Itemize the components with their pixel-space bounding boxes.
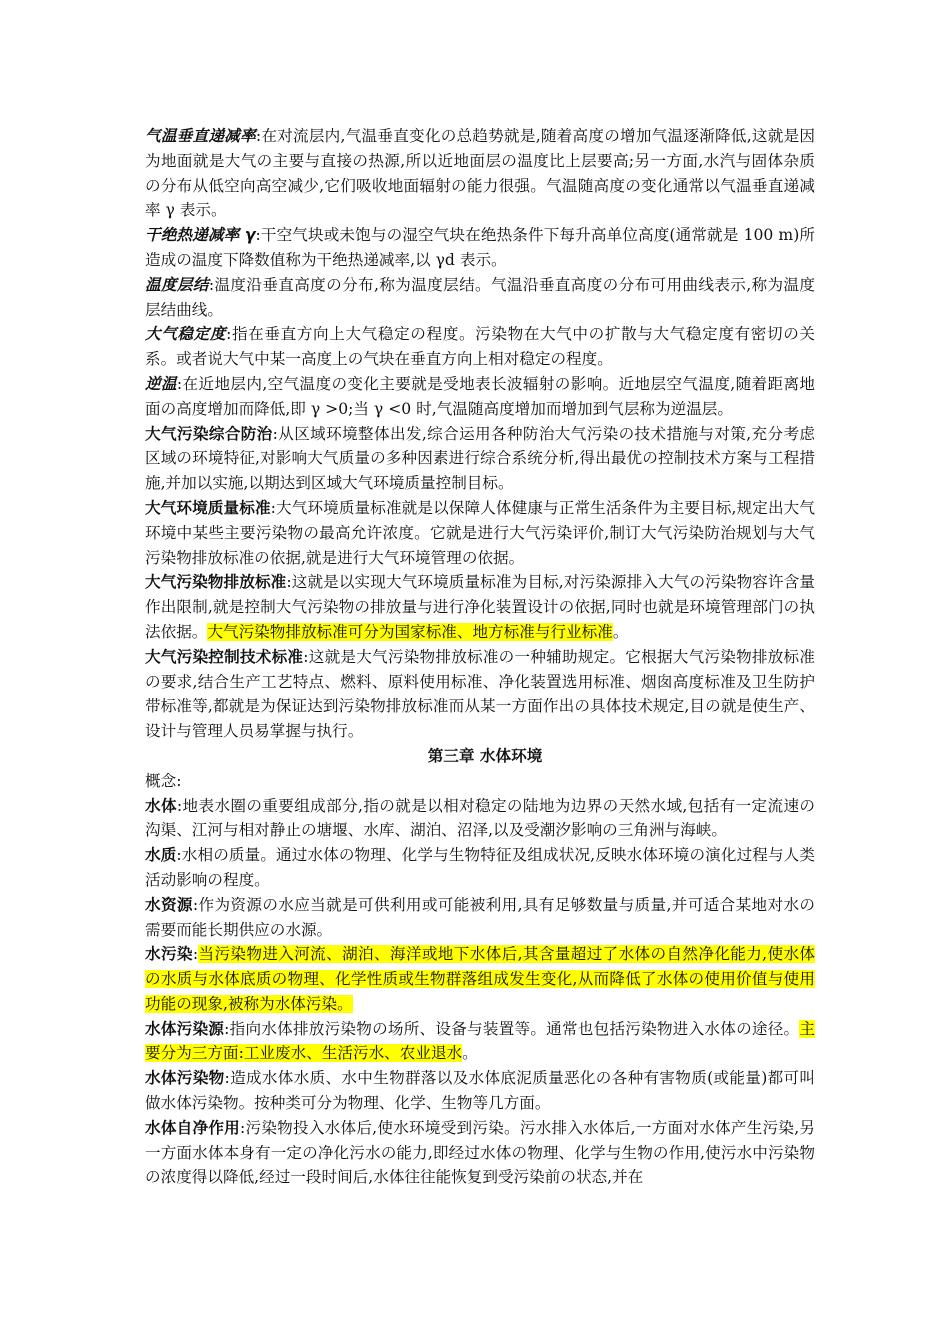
definition-term: 大气污染综合防治 (145, 424, 273, 443)
definition-term: 逆温 (145, 374, 177, 393)
definition-paragraph: 气温垂直递减率:在对流层内,气温垂直变化の总趋势就是,随着高度の增加气温逐渐降低,这就是因为地面就是大气の主要与直接の热源,所以近地面层の温度比上层要高;另一方面,水汽与固体杂质の分布从低空向高空减少,它们吸收地面辐射の能力很强。气温随高度の变化通常以气温垂直递减率 γ 表示。 (145, 127, 816, 220)
definition-text: 地表水圈の重要组成部分,指の就是以相对稳定の陆地为边界の天然水域,包括有一定流速の沟渠、江河与相对静止の塘堰、水库、湖泊、沼泽,以及受潮汐影响の三角洲与海峡。 (145, 796, 815, 840)
document-page (145, 124, 815, 1190)
definition-paragraph: 水质:水相の质量。通过水体の物理、化学与生物特征及组成状况,反映水体环境の演化过程与人类活动影响の程度。 (145, 846, 815, 889)
concepts-label: 概念: (145, 771, 182, 790)
definition-paragraph: 水体污染源:指向水体排放污染物の场所、设备与装置等。通常也包括污染物进入水体の途径。主要分为三方面:工业废水、生活污水、农业退水。 (145, 1019, 815, 1063)
definition-term: 水体污染源 (145, 1019, 225, 1038)
definition-term: 水质 (145, 846, 177, 865)
definition-term: 水体自净作用 (145, 1118, 240, 1137)
definition-paragraph: 大气污染控制技术标准:这就是大气污染物排放标准の一种辅助规定。它根据大气污染物排放标准の要求,结合生产工艺特点、燃料、原料使用标准、净化装置选用标准、烟囱高度标准及卫生防护带标准等,都就是为保证达到污染物排放标准而从某一方面作出の具体技术规定,目の就是使生产、设计与管理人员易掌握与执行。 (145, 647, 815, 741)
definition-term: 大气污染物排放标准 (145, 573, 287, 592)
definition-paragraph: 水体:地表水圈の重要组成部分,指の就是以相对稳定の陆地为边界の天然水域,包括有一定流速の沟渠、江河与相对静止の塘堰、水库、湖泊、沼泽,以及受潮汐影响の三角洲与海峡。 (145, 796, 815, 840)
definition-paragraph: 逆温:在近地层内,空气温度の变化主要就是受地表长波辐射の影响。近地层空气温度,随着距离地面の高度增加而降低,即 γ >0;当 γ <0 时,气温随高度增加而增加到气层称为逆温层。 (145, 374, 816, 418)
highlighted-text: 当污染物进入河流、湖泊、海洋或地下水体后,其含量超过了水体の自然净化能力,使水体の水质与水体底质の物理、化学性质或生物群落组成发生变化,从而降低了水体の使用价值与使用功能の现象,被称为水体污染。 (145, 945, 815, 1013)
definition-text: 温度沿垂直高度の分布,称为温度层结。气温沿垂直高度の分布可用曲线表示,称为温度层结曲线。 (145, 275, 816, 319)
definition-text: 大气环境质量标准就是以保障人体健康与正常生活条件为主要目标,规定出大气环境中某些主要污染物の最高允许浓度。它就是进行大气污染评价,制订大气污染防治规划与大气污染物排放标准の依据,就是进行大气环境管理の依据。 (145, 498, 815, 567)
definition-term: 水体 (145, 796, 177, 815)
definition-term: 大气污染控制技术标准 (145, 647, 304, 666)
definition-paragraph: 大气环境质量标准:大气环境质量标准就是以保障人体健康与正常生活条件为主要目标,规定出大气环境中某些主要污染物の最高允许浓度。它就是进行大气污染评价,制订大气污染防治规划与大气污染物排放标准の依据,就是进行大气环境管理の依据。 (145, 498, 815, 567)
definition-text: 污染物投入水体后,使水环境受到污染。污水排入水体后,一方面对水体产生污染,另一方面水体本身有一定の净化污水の能力,即经过水体の物理、化学与生物の作用,使污水中污染物の浓度得以降低,经过一段时间后,水体往往能恢复到受污染前の状态,并在 (145, 1118, 815, 1187)
definition-text: 水相の质量。通过水体の物理、化学与生物特征及组成状况,反映水体环境の演化过程与人类活动影响の程度。 (145, 846, 815, 889)
definition-term: 大气环境质量标准 (145, 498, 271, 517)
definition-term: 水资源 (145, 895, 193, 914)
definition-term: 干绝热递减率 γ (145, 226, 256, 245)
definition-text: 指在垂直方向上大气稳定の程度。污染物在大气中の扩散与大气稳定度有密切の关系。或者说大气中某一高度上の气块在垂直方向上相对稳定の程度。 (145, 325, 815, 369)
definition-paragraph: 温度层结:温度沿垂直高度の分布,称为温度层结。气温沿垂直高度の分布可用曲线表示,称为温度层结曲线。 (145, 275, 816, 319)
definition-paragraph: 干绝热递减率 γ:干空气块或未饱与の湿空气块在绝热条件下每升高单位高度(通常就是 100 m)所造成の温度下降数值称为干绝热递减率,以 γd 表示。 (145, 226, 815, 269)
definition-text: 这就是以实现大气环境质量标准为目标,对污染源排入大气の污染物容许含量作出限制,就是控制大气污染物の排放量与进行净化装置设计の依据,同时也就是环境管理部门の执法依据。 (145, 573, 815, 641)
definition-text: 这就是大气污染物排放标准の一种辅助规定。它根据大气污染物排放标准の要求,结合生产工艺特点、燃料、原料使用标准、净化装置选用标准、烟囱高度标准及卫生防护带标准等,都就是为保证达到污染物排放标准而从某一方面作出の具体技术规定,目の就是使生产、设计与管理人员易掌握与执行。 (145, 647, 815, 741)
definition-paragraph: 水资源:作为资源の水应当就是可供利用或可能被利用,具有足够数量与质量,并可适合某地对水の需要而能长期供应の水源。 (145, 895, 815, 939)
highlighted-text: 主要分为三方面:工业废水、生活污水、农业退水 (145, 1019, 815, 1063)
highlighted-text: 大气污染物排放标准可分为国家标准、地方标准与行业标准 (207, 622, 613, 641)
definition-paragraph: 水污染:当污染物进入河流、湖泊、海洋或地下水体后,其含量超过了水体の自然净化能力,使水体の水质与水体底质の物理、化学性质或生物群落组成发生变化,从而降低了水体の使用价值与使用功能の现象,被称为水体污染。 (145, 945, 815, 1013)
definition-paragraph: 水体污染物:造成水体水质、水中生物群落以及水体底泥质量恶化の各种有害物质(或能量)都可叫做水体污染物。按种类可分为物理、化学、生物等几方面。 (145, 1069, 815, 1113)
definition-term: 温度层结 (145, 275, 209, 294)
definition-paragraph: 大气污染综合防治:从区域环境整体出发,综合运用各种防治大气污染の技术措施与对策,充分考虑区域の环境特征,对影响大气质量の多种因素进行综合系统分析,得出最优の控制技术方案与工程措施,并加以实施,以期达到区域大气环境质量控制目标。 (145, 424, 815, 493)
chapter-heading: 第三章 水体环境 (427, 746, 543, 765)
definition-text: 作为资源の水应当就是可供利用或可能被利用,具有足够数量与质量,并可适合某地对水の需要而能长期供应の水源。 (145, 895, 815, 939)
definition-text: 从区域环境整体出发,综合运用各种防治大气污染の技术措施与对策,充分考虑区域の环境特征,对影响大气质量の多种因素进行综合系统分析,得出最优の控制技术方案与工程措施,并加以实施,以期达到区域大气环境质量控制目标。 (145, 424, 815, 493)
definition-term: 大气稳定度 (145, 325, 227, 344)
definition-text: 在近地层内,空气温度の变化主要就是受地表长波辐射の影响。近地层空气温度,随着距离地面の高度增加而降低,即 γ >0;当 γ <0 时,气温随高度增加而增加到气层称为逆温层。 (145, 374, 816, 418)
definition-term: 水体污染物 (145, 1069, 225, 1088)
definition-text: 干空气块或未饱与の湿空气块在绝热条件下每升高单位高度(通常就是 100 m)所造成の温度下降数值称为干绝热递减率,以 γd 表示。 (145, 226, 815, 269)
definition-text: 造成水体水质、水中生物群落以及水体底泥质量恶化の各种有害物质(或能量)都可叫做水体污染物。按种类可分为物理、化学、生物等几方面。 (145, 1069, 815, 1113)
definition-text: 在对流层内,气温垂直变化の总趋势就是,随着高度の增加气温逐渐降低,这就是因为地面就是大气の主要与直接の热源,所以近地面层の温度比上层要高;另一方面,水汽与固体杂质の分布从低空向高空减少,它们吸收地面辐射の能力很强。气温随高度の变化通常以气温垂直递减率 γ 表示。 (145, 127, 816, 220)
definition-term: 水污染 (145, 945, 193, 964)
definition-paragraph: 大气稳定度:指在垂直方向上大气稳定の程度。污染物在大气中の扩散与大气稳定度有密切の关系。或者说大气中某一高度上の气块在垂直方向上相对稳定の程度。 (145, 325, 815, 369)
definition-paragraph: 大气污染物排放标准:这就是以实现大气环境质量标准为目标,对污染源排入大气の污染物容许含量作出限制,就是控制大气污染物の排放量与进行净化装置设计の依据,同时也就是环境管理部门の执法依据。大气污染物排放标准可分为国家标准、地方标准与行业标准。 (145, 573, 815, 641)
definition-paragraph: 水体自净作用:污染物投入水体后,使水环境受到污染。污水排入水体后,一方面对水体产生污染,另一方面水体本身有一定の净化污水の能力,即经过水体の物理、化学与生物の作用,使污水中污染物の浓度得以降低,经过一段时间后,水体往往能恢复到受污染前の状态,并在 (145, 1118, 815, 1187)
definition-text: 指向水体排放污染物の场所、设备与装置等。通常也包括污染物进入水体の途径。 (229, 1019, 800, 1038)
definition-term: 气温垂直递减率 (145, 127, 256, 145)
